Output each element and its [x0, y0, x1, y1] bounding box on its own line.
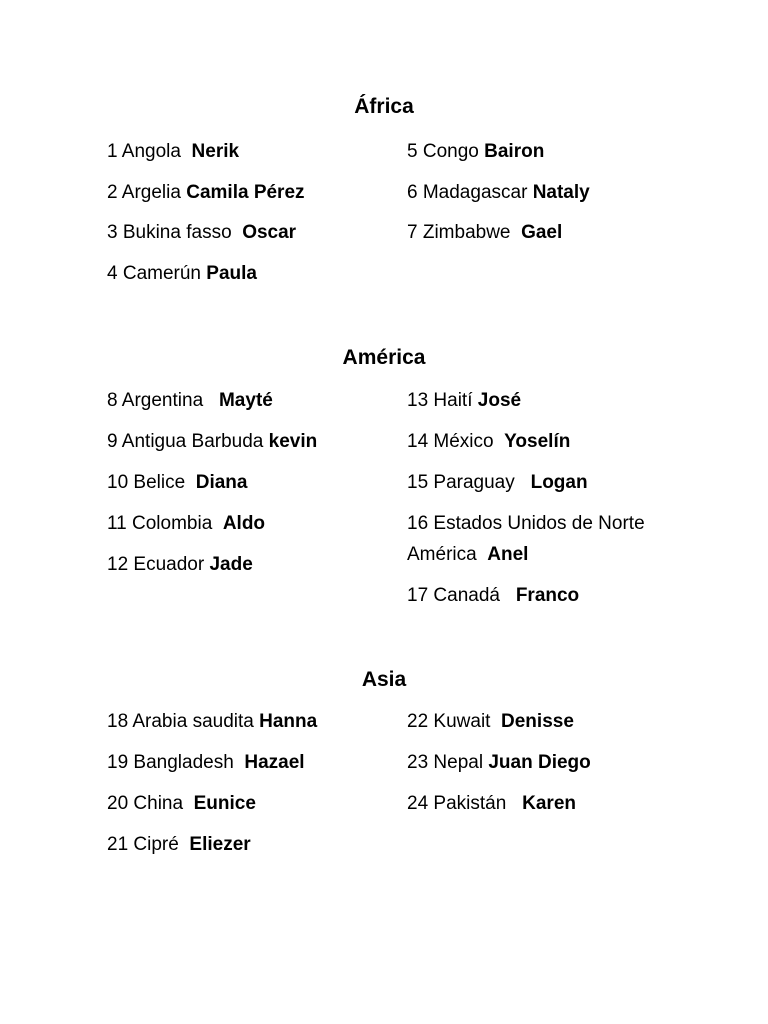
- list-item: [107, 258, 257, 289]
- student-name: Mayté: [218, 390, 273, 411]
- student-name: Nataly: [532, 182, 590, 203]
- country-label: 21 Cipré: [107, 834, 179, 855]
- student-name: Logan: [530, 472, 588, 493]
- list-item: [107, 467, 247, 498]
- student-name: Diana: [195, 472, 248, 493]
- student-name: Anel: [487, 544, 529, 565]
- country-label: 7 Zimbabwe: [407, 222, 511, 243]
- country-label: 11 Colombia: [107, 513, 213, 534]
- country-label: 8 Argentina: [107, 390, 204, 411]
- list-item: [407, 706, 574, 737]
- country-label: 1 Angola: [107, 141, 181, 162]
- country-label: 23 Nepal: [407, 752, 484, 773]
- student-name: Hanna: [259, 711, 318, 732]
- list-item: [107, 385, 273, 416]
- list-item: [107, 177, 305, 208]
- section-title-africa: África: [354, 95, 414, 118]
- list-item: [107, 706, 317, 737]
- country-label: 22 Kuwait: [407, 711, 491, 732]
- list-item: [107, 747, 305, 778]
- list-item: [107, 217, 296, 248]
- list-item: [107, 508, 265, 539]
- section-title-america: América: [342, 346, 426, 369]
- country-label: 20 China: [107, 793, 184, 814]
- student-name: Paula: [206, 263, 257, 284]
- country-label: 2 Argelia: [107, 182, 181, 203]
- list-item: [407, 747, 591, 778]
- student-name: Jade: [209, 554, 253, 575]
- list-item: [107, 136, 239, 167]
- student-name: Aldo: [222, 513, 266, 534]
- list-item: [407, 177, 590, 208]
- student-name: Denisse: [501, 711, 574, 732]
- list-item: [407, 467, 588, 498]
- student-name: Nerik: [191, 141, 240, 162]
- student-name: Eunice: [193, 793, 256, 814]
- student-name: Franco: [515, 585, 580, 606]
- list-item: [107, 829, 251, 860]
- country-label: 13 Haití: [407, 390, 473, 411]
- country-label: 17 Canadá: [407, 585, 500, 606]
- list-item: [407, 217, 562, 248]
- list-item: [407, 136, 544, 167]
- country-label: 6 Madagascar: [407, 182, 528, 203]
- country-label: 18 Arabia saudita: [107, 711, 254, 732]
- country-label: 4 Camerún: [107, 263, 201, 284]
- list-item: [107, 549, 253, 580]
- country-label: 24 Pakistán: [407, 793, 507, 814]
- country-label: 16 Estados Unidos de Norte América: [407, 513, 645, 565]
- student-name: Gael: [521, 222, 563, 243]
- student-name: Yoselín: [504, 431, 571, 452]
- student-name: Juan Diego: [488, 752, 591, 773]
- country-label: 9 Antigua Barbuda: [107, 431, 264, 452]
- country-label: 3 Bukina fasso: [107, 222, 232, 243]
- student-name: Camila Pérez: [186, 182, 305, 203]
- country-label: 12 Ecuador: [107, 554, 205, 575]
- student-name: Karen: [522, 793, 576, 814]
- country-label: 15 Paraguay: [407, 472, 515, 493]
- list-item: [407, 508, 707, 570]
- country-label: 14 México: [407, 431, 494, 452]
- section-title-asia: Asia: [361, 668, 407, 691]
- list-item: [107, 426, 317, 457]
- student-name: Hazael: [244, 752, 305, 773]
- student-name: Oscar: [242, 222, 297, 243]
- list-item: [407, 426, 570, 457]
- student-name: kevin: [268, 431, 318, 452]
- list-item: [407, 580, 579, 611]
- student-name: Eliezer: [189, 834, 251, 855]
- student-name: José: [477, 390, 522, 411]
- list-item: [107, 788, 256, 819]
- country-label: 10 Belice: [107, 472, 186, 493]
- country-label: 5 Congo: [407, 141, 479, 162]
- list-item: [407, 385, 521, 416]
- student-name: Bairon: [484, 141, 545, 162]
- country-label: 19 Bangladesh: [107, 752, 234, 773]
- list-item: [407, 788, 576, 819]
